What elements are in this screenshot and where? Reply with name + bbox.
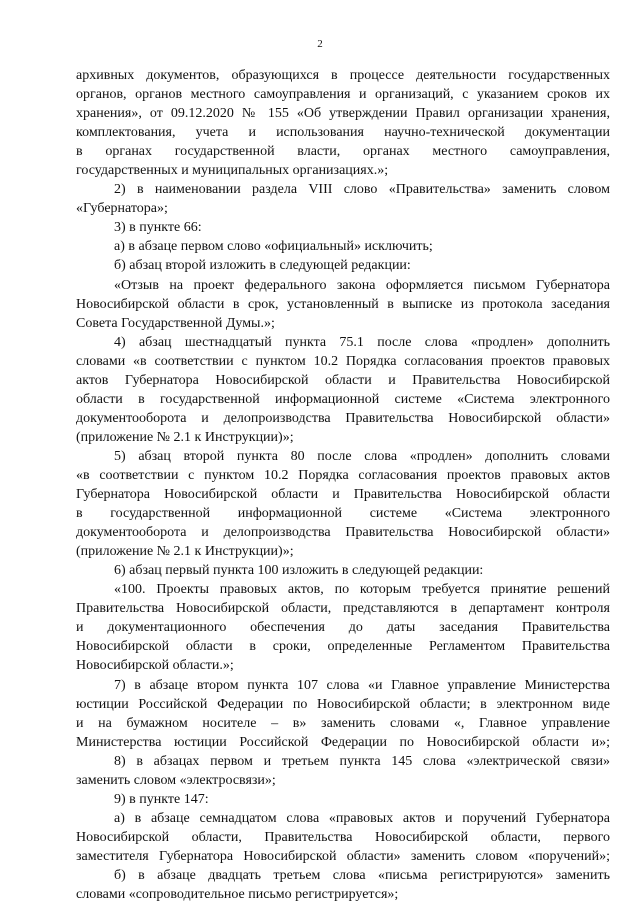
text-line: словами «сопроводительное письмо регистрируется»; xyxy=(76,887,399,903)
text-line: органов, органов местного самоуправления и организаций, с указанием сроков их xyxy=(76,87,610,103)
text-line: 9) в пункте 147: xyxy=(114,791,209,807)
text-line: в государственной информационной системе «Система электронного xyxy=(76,506,610,522)
text-line: комплектования, учета и использования научно-технической документации xyxy=(76,125,610,141)
text-line: области в государственной информационной системе «Система электронного xyxy=(76,391,610,407)
text-line: государственных и муниципальных организациях.»; xyxy=(76,163,389,179)
text-line: актов Губернатора Новосибирской области и Правительства Новосибирской xyxy=(76,372,610,388)
text-line: «Губернатора»; xyxy=(76,201,168,217)
text-line: Новосибирской области в сроки, определенные Регламентом Правительства xyxy=(76,639,610,655)
text-line: документооборота и делопроизводства Правительства Новосибирской области» xyxy=(76,410,610,426)
text-line: документооборота и делопроизводства Правительства Новосибирской области» xyxy=(76,525,610,541)
text-line: Министерства юстиции Российской Федерации по Новосибирской области и»; xyxy=(76,734,610,750)
text-line: Совета Государственной Думы.»; xyxy=(76,315,275,331)
text-line: 6) абзац первый пункта 100 изложить в следующей редакции: xyxy=(114,563,484,579)
text-line: «Отзыв на проект федерального закона оформляется письмом Губернатора xyxy=(114,277,610,293)
text-line: Правительства Новосибирской области, представляются в департамент контроля xyxy=(76,601,610,617)
text-line: архивных документов, образующихся в процессе деятельности государственных xyxy=(76,68,610,83)
text-line: 3) в пункте 66: xyxy=(114,220,202,236)
text-line: Новосибирской области.»; xyxy=(76,658,234,674)
text-line: и документационного обеспечения до даты заседания Правительства xyxy=(76,620,610,636)
text-line: юстиции Российской Федерации по Новосибирской области; в электронном виде xyxy=(76,696,610,712)
text-line: хранения», от 09.12.2020 № 155 «Об утверждении Правил организации хранения, xyxy=(76,106,610,122)
text-line: 8) в абзацах первом и третьем пункта 145 слова «электрической связи» xyxy=(114,753,610,769)
text-line: 5) абзац второй пункта 80 после слова «продлен» дополнить словами xyxy=(114,448,610,464)
page-number: 2 xyxy=(317,38,323,50)
text-line: а) в абзаце семнадцатом слова «правовых актов и поручений Губернатора xyxy=(114,810,610,826)
text-line: Новосибирской области в срок, установленный в выписке из протокола заседания xyxy=(76,296,610,312)
text-line: а) в абзаце первом слово «официальный» исключить; xyxy=(114,239,433,255)
text-line: 4) абзац шестнадцатый пункта 75.1 после слова «продлен» дополнить xyxy=(114,334,610,350)
text-line: 7) в абзаце втором пункта 107 слова «и Главное управление Министерства xyxy=(114,677,610,693)
text-line: 2) в наименовании раздела VIII слово «Правительства» заменить словом xyxy=(114,182,610,198)
text-line: (приложение № 2.1 к Инструкции)»; xyxy=(76,544,294,560)
text-line: б) в абзаце двадцать третьем слова «письма регистрируются» заменить xyxy=(114,867,610,883)
text-line: Новосибирской области, Правительства Новосибирской области, первого xyxy=(76,829,610,845)
text-line: «100. Проекты правовых актов, по которым требуется принятие решений xyxy=(114,582,610,598)
text-line: б) абзац второй изложить в следующей редакции: xyxy=(114,258,411,274)
text-line: Губернатора Новосибирской области и Правительства Новосибирской области xyxy=(76,487,610,503)
text-line: «в соответствии с пунктом 10.2 Порядка согласования проектов правовых актов xyxy=(76,467,610,483)
text-line: заместителя Губернатора Новосибирской области» заменить словом «поручений»; xyxy=(76,848,610,864)
text-line: (приложение № 2.1 к Инструкции)»; xyxy=(76,429,294,445)
text-line: заменить словом «электросвязи»; xyxy=(76,772,276,788)
document-body xyxy=(76,66,610,904)
text-line: словами «в соответствии с пунктом 10.2 Порядка согласования проектов правовых xyxy=(76,353,610,369)
text-line: и на бумажном носителе – в» заменить словами «, Главное управление xyxy=(76,715,610,731)
text-line: в органах государственной власти, органах местного самоуправления, xyxy=(76,144,610,160)
